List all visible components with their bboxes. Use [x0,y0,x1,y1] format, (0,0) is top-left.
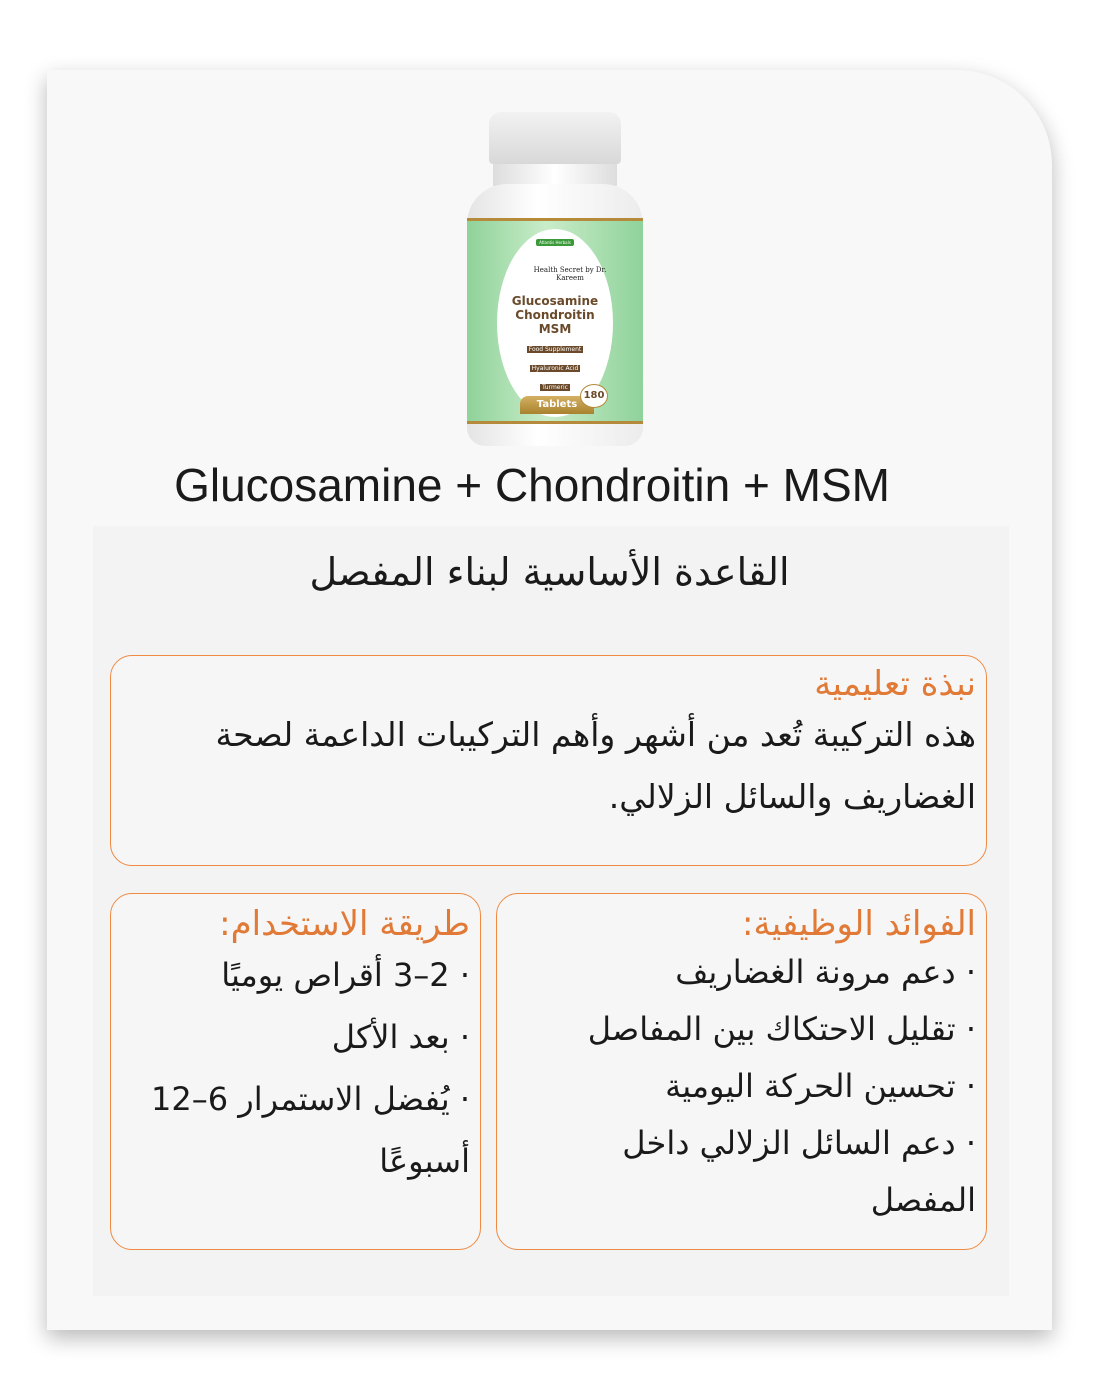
label-tag: Hyaluronic Acid [531,365,579,372]
intro-heading: نبذة تعليمية [814,664,976,704]
product-title: Glucosamine + Chondroitin + MSM [174,459,890,511]
usage-item: · بعد الأكل [331,1018,470,1056]
subtitle: القاعدة الأساسية لبناء المفصل [309,550,790,594]
endorsement: Health Secret by Dr. Kareem [533,266,607,282]
usage-box [110,893,481,1250]
bottle-label [467,218,643,424]
label-tag: Turmeric [542,384,568,391]
label-tag: Food Supplement [528,346,582,353]
label-line: Glucosamine [511,294,599,308]
intro-box [110,655,987,866]
benefit-item: · تقليل الاحتكاك بين المفاصل [587,1010,976,1048]
unit-badge: Tablets [520,396,594,414]
benefit-item: · دعم السائل الزلالي داخل المفصل [622,1124,976,1219]
benefit-item: · دعم مرونة الغضاريف [675,953,976,991]
brand-logo: Atlantis Herbals [536,239,574,246]
bottle-cap [489,112,621,164]
usage-item: · يُفضل الاستمرار 6–12 أسبوعًا [151,1080,470,1180]
count-badge: 180 [580,384,608,408]
benefits-box [496,893,987,1250]
label-line: Chondroitin [515,308,595,322]
benefits-heading: الفوائد الوظيفية: [742,904,976,944]
intro-text: هذه التركيبة تُعد من أشهر وأهم التركيبات الداعمة لصحة الغضاريف والسائل الزلالي. [215,715,976,816]
product-bottle-image [465,110,655,455]
label-line: MSM [538,322,572,336]
usage-heading: طريقة الاستخدام: [219,904,470,944]
benefit-item: · تحسين الحركة اليومية [665,1067,976,1105]
usage-item: · 2–3 أقراص يوميًا [221,956,470,994]
label-title [497,294,613,336]
bottle-neck [493,164,617,186]
